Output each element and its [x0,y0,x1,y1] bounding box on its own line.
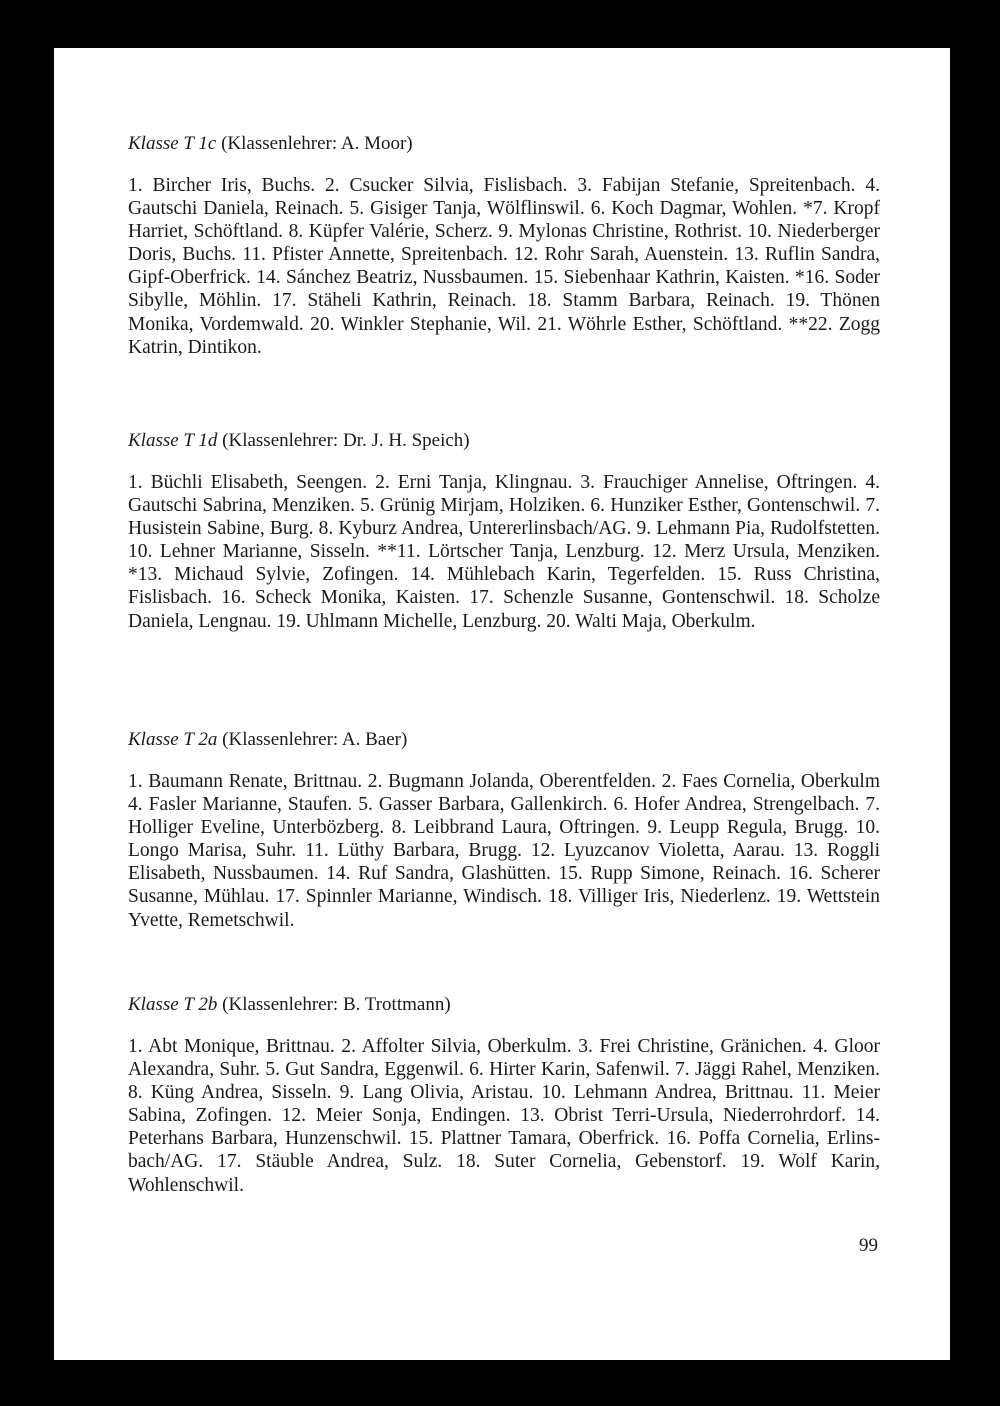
class-label: Klasse T 2a [128,729,218,750]
teacher-label: (Klassenlehrer: A. Moor) [221,133,413,154]
section-heading [128,132,880,156]
section-heading [128,728,880,752]
teacher-label: (Klassenlehrer: Dr. J. H. Speich) [222,430,470,451]
class-label: Klasse T 1d [128,430,218,451]
class-section-t2b [128,993,880,1197]
document-page [54,48,950,1360]
page-number: 99 [859,1235,878,1256]
class-section-t1c [128,132,880,359]
class-section-t1d [128,429,880,633]
section-heading [128,993,880,1017]
student-list: 1. Baumann Renate, Brittnau. 2. Bugmann Jolanda, Oberentfelden. 2. Faes Cornelia, Oberkulm 4. Fasler Marianne, Staufen. 5. Gasser Barbara, Gallenkirch. 6. Hofer Andrea, Strengelbach. 7. Holliger Eveline, Unterbözberg. 8. Leibbrand Laura, Oftringen. 9. Leupp Regula, Brugg. 10. Longo Marisa, Suhr. 11. Lüthy Barbara, Brugg. 12. Lyuzcanov Violetta, Aarau. 13. Roggli Elisabeth, Nussbaumen. 14. Ruf Sandra, Glashütten. 15. Rupp Simone, Reinach. 16. Scherer Susanne, Mühlau. 17. Spinnler Marianne, Windisch. 18. Villiger Iris, Niederlenz. 19. Wettstein Yvette, Remetschwil. [128,771,880,931]
section-heading [128,429,880,453]
student-list: 1. Abt Monique, Brittnau. 2. Affolter Silvia, Oberkulm. 3. Frei Christine, Gränichen. 4. Gloor Alexandra, Suhr. 5. Gut Sandra, Eggenwil. 6. Hirter Karin, Safenwil. 7. Jäggi Rahel, Menziken. 8. Küng Andrea, Sisseln. 9. Lang Olivia, Aristau. 10. Lehmann Andrea, Brittnau. 11. Meier Sabina, Zofingen. 12. Meier Sonja, Endingen. 13. Obrist Terri-Ursula, Niederrohrdorf. 14. Peterhans Barbara, Hunzenschwil. 15. Plattner Tamara, Oberfrick. 16. Poffa Cornelia, Erlinsbach/AG. 17. Stäuble Andrea, Sulz. 18. Suter Cornelia, Gebenstorf. 19. Wolf Karin, Wohlenschwil. [128,1036,880,1196]
student-list: 1. Büchli Elisabeth, Seengen. 2. Erni Tanja, Klingnau. 3. Frauchiger Annelise, Oftringen. 4. Gautschi Sabrina, Menziken. 5. Grünig Mirjam, Holziken. 6. Hunziker Esther, Gontenschwil. 7. Husistein Sabine, Burg. 8. Kyburz Andrea, Untererlinsbach/AG. 9. Lehmann Pia, Rudolfstetten. 10. Lehner Marianne, Sisseln. **11. Lörtscher Tanja, Lenzburg. 12. Merz Ursula, Menziken. *13. Michaud Sylvie, Zofingen. 14. Mühlebach Karin, Tegerfelden. 15. Russ Christina, Fislisbach. 16. Scheck Monika, Kaisten. 17. Schenzle Susanne, Gontenschwil. 18. Scholze Daniela, Lengnau. 19. Uhlmann Michelle, Lenzburg. 20. Walti Maja, Oberkulm. [128,472,880,632]
teacher-label: (Klassenlehrer: B. Trottmann) [222,994,451,1015]
teacher-label: (Klassenlehrer: A. Baer) [222,729,408,750]
student-list: 1. Bircher Iris, Buchs. 2. Csucker Silvia, Fislisbach. 3. Fabijan Stefanie, Spreitenbach. 4. Gautschi Daniela, Reinach. 5. Gisiger Tanja, Wölflinswil. 6. Koch Dagmar, Wohlen. *7. Kropf Harriet, Schöftland. 8. Küpfer Valérie, Scherz. 9. Mylonas Christine, Rothrist. 10. Niederberger Doris, Buchs. 11. Pfister Annette, Spreitenbach. 12. Rohr Sarah, Auenstein. 13. Ruflin Sandra, Gipf-Oberfrick. 14. Sánchez Beatriz, Nussbaumen. 15. Siebenhaar Kathrin, Kaisten. *16. Soder Sibylle, Möhlin. 17. Stäheli Kathrin, Reinach. 18. Stamm Barbara, Reinach. 19. Thönen Monika, Vordemwald. 20. Winkler Stephanie, Wil. 21. Wöhrle Esther, Schöftland. **22. Zogg Katrin, Dintikon. [128,175,880,358]
class-label: Klasse T 2b [128,994,218,1015]
class-label: Klasse T 1c [128,133,217,154]
class-section-t2a [128,728,880,932]
